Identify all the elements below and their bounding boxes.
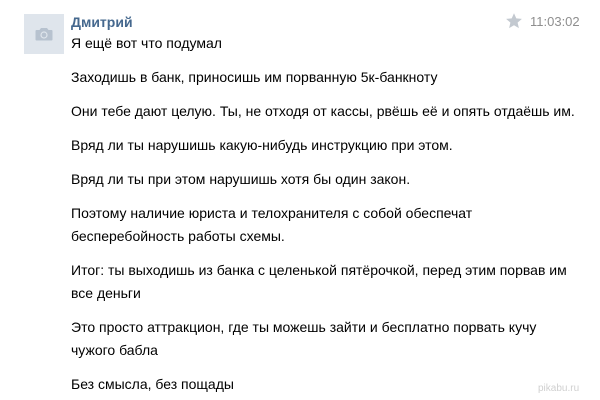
message-paragraph: Они тебе дают целую. Ты, не отходя от кассы, рвёшь её и опять отдаёшь им. <box>71 103 575 119</box>
star-icon[interactable] <box>505 12 523 30</box>
watermark: pikabu.ru <box>538 383 580 394</box>
message-paragraph: Это просто аттракцион, где ты можешь зайти и бесплатно порвать кучу чужого бабла <box>71 319 537 358</box>
avatar[interactable] <box>24 14 64 54</box>
message-paragraph: Поэтому наличие юриста и телохранителя с собой обеспечат бесперебойность работы схемы. <box>71 205 473 244</box>
message-paragraph: Итог: ты выходишь из банка с целенькой пятёрочкой, перед этим порвав им все деньги <box>71 262 567 301</box>
camera-icon <box>35 27 53 41</box>
message-paragraph: Я ещё вот что подумал <box>71 35 222 51</box>
author-name[interactable]: Дмитрий <box>71 14 133 30</box>
message-paragraph: Заходишь в банк, приносишь им порванную 5к-банкноту <box>71 69 438 85</box>
message-timestamp: 11:03:02 <box>530 14 580 29</box>
message-body <box>71 32 581 400</box>
message-paragraph: Вряд ли ты при этом нарушишь хотя бы один закон. <box>71 171 411 187</box>
message-paragraph: Без смысла, без пощады <box>71 376 234 392</box>
message-paragraph: Вряд ли ты нарушишь какую-нибудь инструкцию при этом. <box>71 137 453 153</box>
